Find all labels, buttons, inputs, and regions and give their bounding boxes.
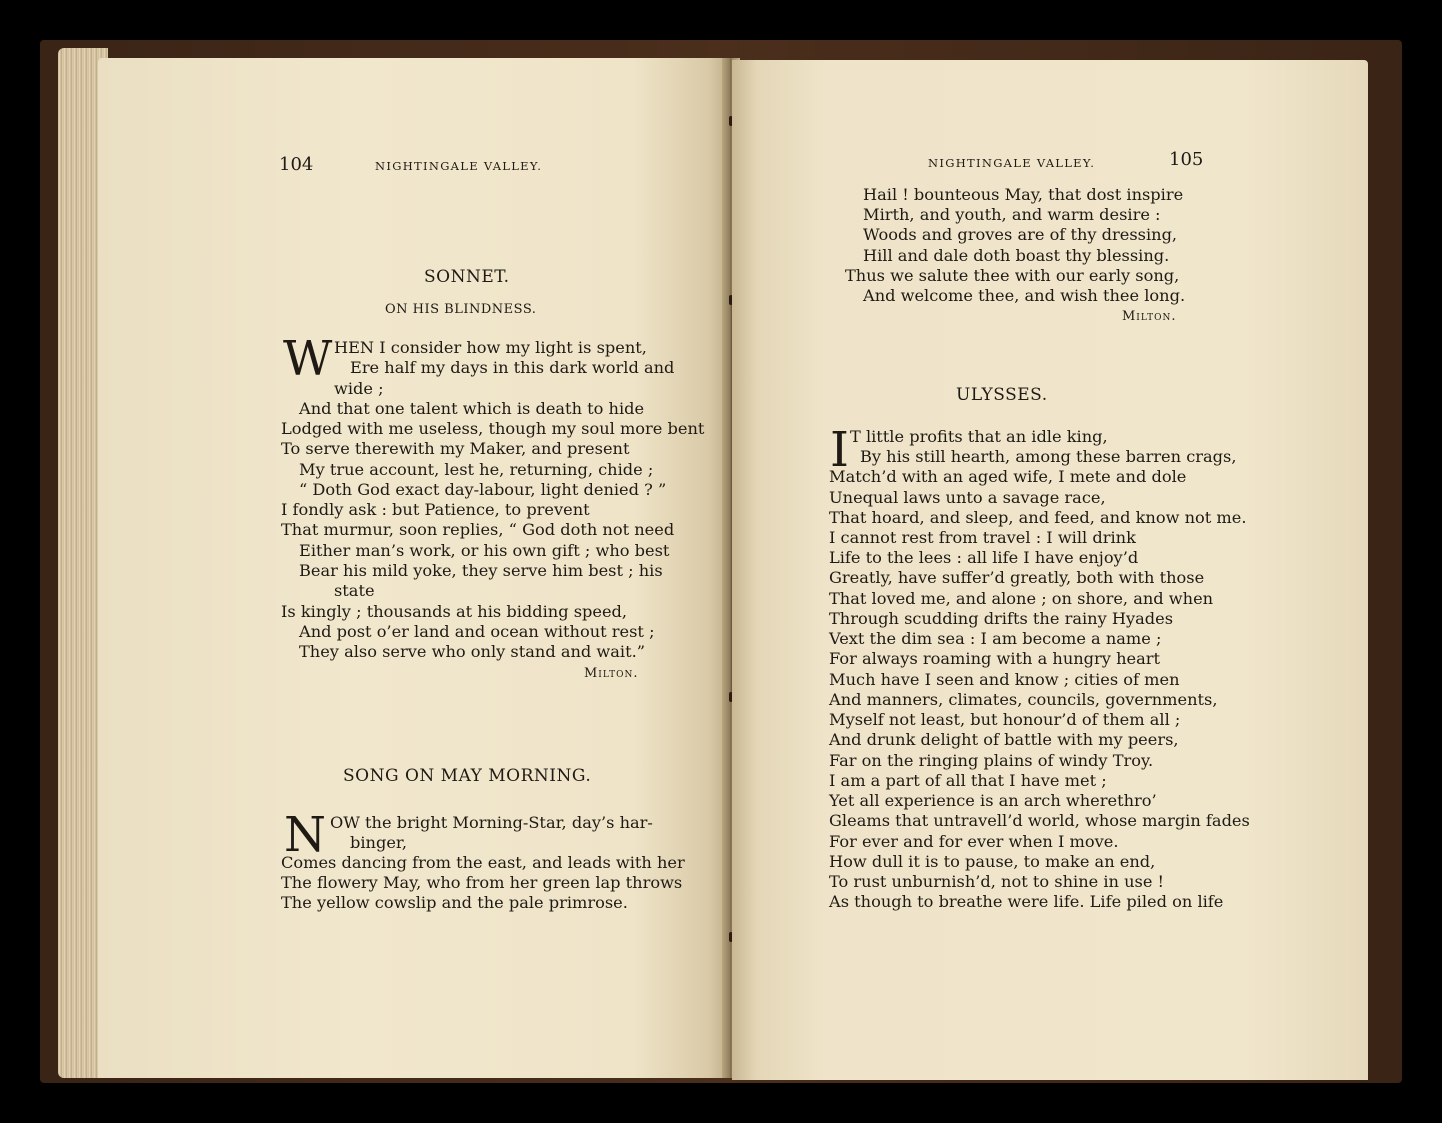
poem-line: For ever and for ever when I move.	[829, 832, 1119, 851]
poem-line: Yet all experience is an arch wherethro’	[829, 791, 1157, 810]
left-page	[98, 58, 728, 1078]
poem-title: ULYSSES.	[956, 385, 1048, 405]
poem-line: Lodged with me useless, though my soul more bent	[281, 419, 705, 438]
poem-line: “ Doth God exact day-labour, light denied ? ”	[299, 480, 667, 499]
poem-line: Ere half my days in this dark world and	[350, 358, 675, 377]
poem-line: That hoard, and sleep, and feed, and know not me.	[829, 508, 1247, 527]
poem-line: To rust unburnish’d, not to shine in use !	[829, 872, 1165, 891]
poem-line: Life to the lees : all life I have enjoy’d	[829, 548, 1139, 567]
poem-line: To serve therewith my Maker, and present	[281, 439, 630, 458]
poem-line: My true account, lest he, returning, chide ;	[299, 460, 654, 479]
poem-author: Milton.	[584, 666, 639, 681]
poem-line: Either man’s work, or his own gift ; who best	[299, 541, 670, 560]
poem-line: Woods and groves are of thy dressing,	[863, 225, 1178, 244]
poem-line: Comes dancing from the east, and leads with her	[281, 853, 685, 872]
running-head: NIGHTINGALE VALLEY.	[928, 156, 1096, 170]
poem-line: And drunk delight of battle with my peers,	[829, 730, 1179, 749]
poem-line: That loved me, and alone ; on shore, and when	[829, 589, 1214, 608]
poem-line: Hill and dale doth boast thy blessing.	[863, 246, 1170, 265]
poem-line: That murmur, soon replies, “ God doth not need	[281, 520, 675, 539]
poem-line: wide ;	[334, 379, 384, 398]
poem-line: And manners, climates, councils, governments,	[829, 690, 1218, 709]
poem-line: binger,	[350, 833, 408, 852]
poem-line: Vext the dim sea : I am become a name ;	[829, 629, 1162, 648]
page-number: 105	[1169, 149, 1204, 170]
poem-line: The flowery May, who from her green lap throws	[281, 873, 683, 892]
poem-line: I cannot rest from travel : I will drink	[829, 528, 1136, 547]
poem-line: Far on the ringing plains of windy Troy.	[829, 751, 1154, 770]
poem-line: How dull it is to pause, to make an end,	[829, 852, 1156, 871]
poem-line: Hail ! bounteous May, that dost inspire	[863, 185, 1184, 204]
poem-line: For always roaming with a hungry heart	[829, 649, 1160, 668]
poem-line: HEN I consider how my light is spent,	[334, 338, 647, 357]
poem-line: Mirth, and youth, and warm desire :	[863, 205, 1161, 224]
poem-line: By his still hearth, among these barren crags,	[860, 447, 1237, 466]
poem-line: Match’d with an aged wife, I mete and dole	[829, 467, 1187, 486]
poem-line: I am a part of all that I have met ;	[829, 771, 1107, 790]
poem-line: T little profits that an idle king,	[850, 427, 1108, 446]
poem-line: Myself not least, but honour’d of them all ;	[829, 710, 1181, 729]
page-number: 104	[279, 154, 314, 175]
poem-line: Much have I seen and know ; cities of men	[829, 670, 1180, 689]
poem-line: Unequal laws unto a savage race,	[829, 488, 1106, 507]
right-page	[732, 60, 1368, 1080]
poem-line: As though to breathe were life. Life piled on life	[829, 892, 1224, 911]
poem-line: Through scudding drifts the rainy Hyades	[829, 609, 1174, 628]
poem-author: Milton.	[1122, 309, 1177, 324]
poem-line: Greatly, have suffer’d greatly, both with those	[829, 568, 1205, 587]
drop-cap: W	[283, 331, 333, 387]
poem-title: SONG ON MAY MORNING.	[343, 766, 592, 786]
poem-line: And that one talent which is death to hide	[299, 399, 645, 418]
poem-line: Thus we salute thee with our early song,	[845, 266, 1180, 285]
poem-line: They also serve who only stand and wait.”	[299, 642, 646, 661]
poem-line: The yellow cowslip and the pale primrose.	[281, 893, 628, 912]
running-head: NIGHTINGALE VALLEY.	[375, 159, 543, 173]
poem-line: And welcome thee, and wish thee long.	[863, 286, 1186, 305]
drop-cap: N	[284, 807, 326, 863]
poem-line: OW the bright Morning-Star, day’s har-	[330, 813, 653, 832]
drop-cap: I	[830, 422, 849, 478]
poem-title: SONNET.	[424, 267, 510, 287]
poem-line: state	[334, 581, 375, 600]
poem-line: Gleams that untravell’d world, whose margin fades	[829, 811, 1250, 830]
poem-subtitle: ON HIS BLINDNESS.	[385, 302, 537, 317]
poem-line: Is kingly ; thousands at his bidding speed,	[281, 602, 628, 621]
poem-line: And post o’er land and ocean without rest ;	[299, 622, 655, 641]
poem-line: I fondly ask : but Patience, to prevent	[281, 500, 590, 519]
poem-line: Bear his mild yoke, they serve him best ; his	[299, 561, 663, 580]
